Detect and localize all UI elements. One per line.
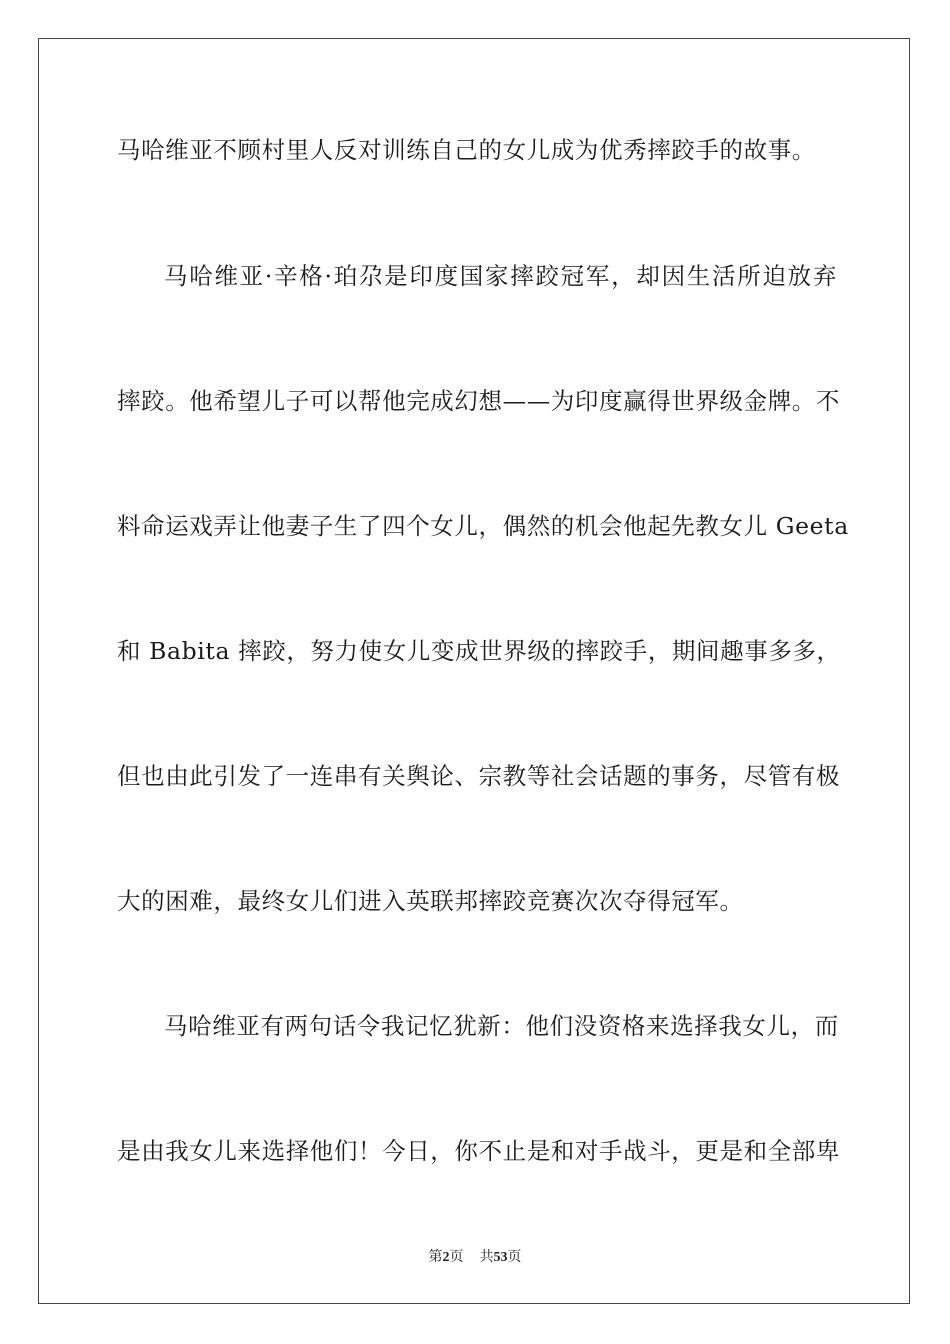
paragraph-line-1: 马哈维亚不顾村里人反对训练自己的女儿成为优秀摔跤手的故事。: [117, 136, 816, 164]
total-pages: 53: [493, 1250, 508, 1265]
total-prefix: 共: [479, 1249, 494, 1265]
page-border: [38, 38, 910, 1304]
page-footer: [0, 1248, 950, 1267]
paragraph-line-7: 大的困难，最终女儿们进入英联邦摔跤竞赛次次夺得冠军。: [117, 887, 744, 915]
total-suffix: 页: [507, 1249, 522, 1265]
page-number: 2: [442, 1250, 450, 1265]
paragraph-line-4: 料命运戏弄让他妻子生了四个女儿，偶然的机会他起先教女儿 Geeta: [117, 512, 849, 540]
paragraph-line-2: 马哈维亚·辛格·珀尕是印度国家摔跤冠军，却因生活所迫放弃: [164, 262, 837, 290]
paragraph-line-8: 马哈维亚有两句话令我记忆犹新：他们没资格来选择我女儿，而: [164, 1012, 839, 1040]
page-suffix: 页: [449, 1249, 464, 1265]
page-prefix: 第: [428, 1249, 443, 1265]
paragraph-line-3: 摔跤。他希望儿子可以帮他完成幻想——为印度赢得世界级金牌。不: [117, 387, 840, 415]
paragraph-line-6: 但也由此引发了一连串有关舆论、宗教等社会话题的事务，尽管有极: [117, 762, 840, 790]
paragraph-line-5: 和 Babita 摔跤，努力使女儿变成世界级的摔跤手，期间趣事多多，: [117, 637, 841, 665]
paragraph-line-9: 是由我女儿来选择他们！今日，你不止是和对手战斗，更是和全部卑: [117, 1137, 840, 1165]
